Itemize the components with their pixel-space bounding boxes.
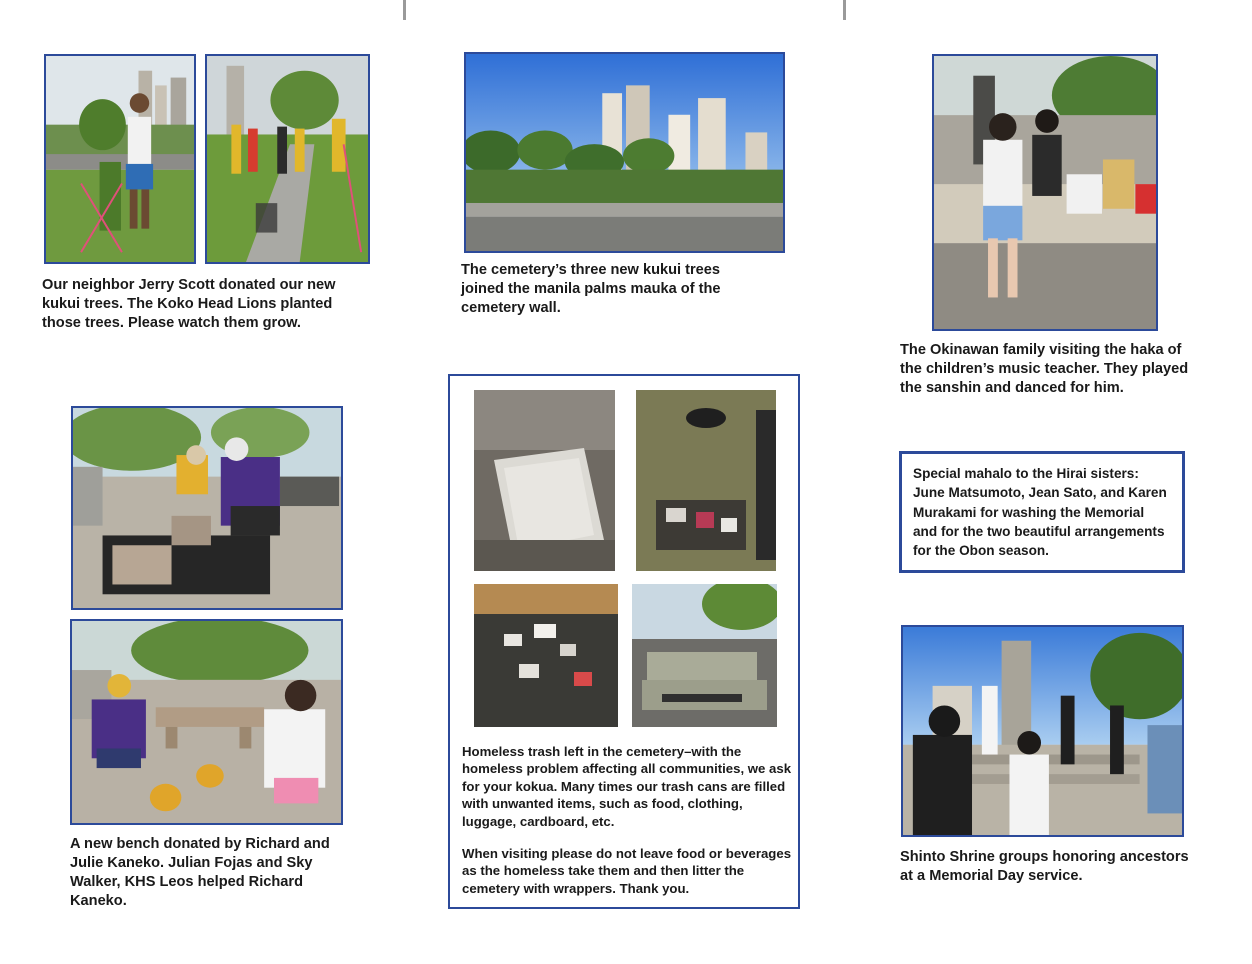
hirai-sisters-box: [899, 451, 1185, 573]
homeless-trash-panel: [448, 374, 800, 909]
photo-jerry-scott-kukui-tree: [44, 54, 196, 264]
photo-new-bench: [70, 619, 343, 825]
photo-koko-head-lions-planting: [205, 54, 370, 264]
caption-okinawan-family: The Okinawan family visiting the haka of the children’s music teacher. They played the sanshin and danced for him.: [900, 342, 1189, 396]
photo-bench-construction: [71, 406, 343, 610]
photo-scattered-debris: [636, 390, 776, 571]
photo-shinto-shrine-service: [901, 625, 1184, 837]
photo-littered-wrappers: [474, 584, 618, 727]
homeless-trash-text: [462, 743, 792, 897]
caption-kukui-trees: The cemetery’s three new kukui trees joined the manila palms mauka of the cemetery wall.: [461, 262, 721, 316]
photo-okinawan-family: [932, 54, 1158, 331]
homeless-trash-paragraph-2: When visiting please do not leave food or beverages as the homeless take them and then litter the cemetery with wrappers. Thank you.: [462, 846, 792, 896]
photo-discarded-mattress: [474, 390, 615, 571]
fold-mark-right: [843, 0, 846, 20]
caption-shinto-shrine: Shinto Shrine groups honoring ancestors at a Memorial Day service.: [900, 849, 1189, 884]
caption-kukui-donation: Our neighbor Jerry Scott donated our new kukui trees. The Koko Head Lions planted those trees. Please watch them grow.: [42, 277, 336, 331]
hirai-sisters-text: Special mahalo to the Hirai sisters: June Matsumoto, Jean Sato, and Karen Murakami for washing the Memorial and for the two beautiful arrangements for the Obon season.: [913, 466, 1167, 559]
homeless-trash-paragraph-1: Homeless trash left in the cemetery–with the homeless problem affecting all communities, we ask for your kokua. Many times our trash cans are filled with unwanted items, such as food, clothing, luggage, cardboard, etc.: [462, 744, 792, 829]
caption-new-bench: A new bench donated by Richard and Julie Kaneko. Julian Fojas and Sky Walker, KHS Leos helped Richard Kaneko.: [70, 836, 330, 909]
fold-mark-left: [403, 0, 406, 20]
photo-kukui-trees-palms: [464, 52, 785, 253]
photo-abandoned-couch: [632, 584, 777, 727]
